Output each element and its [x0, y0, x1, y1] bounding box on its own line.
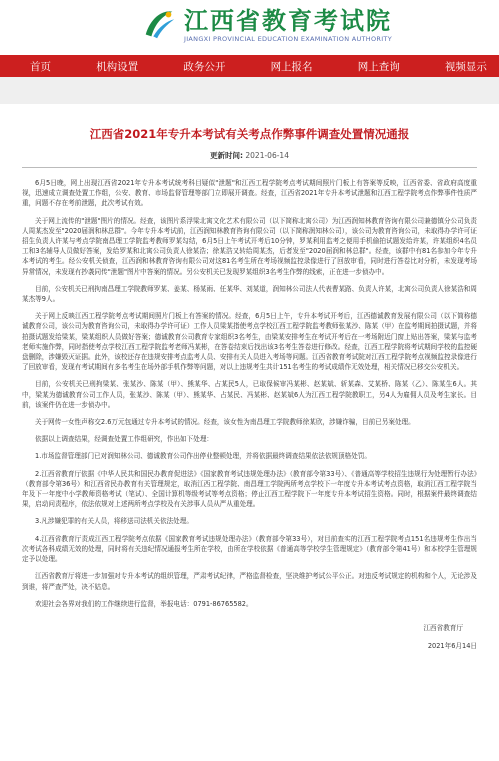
banner-strip — [0, 77, 499, 104]
date-value: 2021-06-14 — [245, 151, 289, 160]
article-paragraph: 关于网上流传的"泄题"图片的情况。经查，该图片系浮梁北寓文化艺术有限公司（以下简称北寓公司）为江西润知林教育咨询有限公司兼德镇分公司负责人周某杰发至"2020届润和林总群"。今年专升本考试前，江西润知林教育咨询有限公司（以下简称润知林公司），该公司为教育咨询公司，未取得办学许可证招生负责人许某与考点学院南昌理工学院监考教师罗某勾结，6月5日上午考试开考后10分钟，罗某利用监考之便用手机偷拍试题发给许某，许某组织4名员工和3名辅导人员做好答案，发给罗某和北寓公司负责人徐某浩；徐某浩又转给周某杰，后者发至"2020届润和林总群"。经查，该群中有81名参加今年专升本考试的考生。经公安机关侦查，江西润和林教育咨询有限公司对这81名考生所在考场视频监控录像进行了回放审看，同时进行答卷比对分析，未发现考场异常情况，未发现有抄袭同传"泄题"图片中答案的情况。另公安机关已发现罗某组织3名考生作弊的线索，正在进一步侦办中。 — [22, 216, 477, 276]
article-paragraph: 江西省教育厅将进一步加强对专升本考试的组织管理，严肃考试纪律，严格监督检查，坚决维护考试公平公正。对违反考试规定的机构和个人，无论涉及到谁，将严查严处，决不姑息。 — [22, 572, 477, 591]
logo-chinese-name: 江西省教育考试院 — [184, 5, 392, 35]
article-paragraph: 2.江西省教育厅依据《中华人民共和国民办教育促进法》《国家教育考试违规处理办法》（教育部令第33号）、《普通高等学校招生违规行为处理暂行办法》（教育部令第36号）和江西省民办教育有关管理规定，取消江西工程学院、南昌理工学院两所考点学校下一年度专升本考试考点资格，取消江西工程学院当年及下一年度中小学教师资格考试（笔试）、全国计算机等级考试等考点资格；停止江西工程学院下一年度专升本考试招生资格。同时，根据案件最终调查结果，启动问责程序，依法依规对上述两所考点学校及有关涉事人员从严从重处理。 — [22, 469, 477, 509]
article-paragraph: 目前，公安机关已刑拘梁某、张某沙、陈某（甲）、熊某华、占某民5人，已取保候审冯某彬、赵某斌、斩某森、艾某桥、陈某（乙）、陈某生6人。其中，梁某为德诚教育公司工作人员，张某沙、陈某（甲）、熊某华、占某民、冯某彬、赵某斌6人为江西工程学院教职工，另4人为雇佣人员及考生家长。目前，该案件仍在进一步侦办中。 — [22, 380, 477, 409]
article-paragraph: 4.江西省教育厅责成江西工程学院考点依据《国家教育考试违规处理办法》（教育部令第33号），对目前查实的江西工程学院考点151名违规考生作出当次考试各科成绩无效的处理，同时将有关违纪情况通报考生所在学校，由所在学校依据《普通高等学校学生管理规定》（教育部令第41号）和本校学生管理规定予以处理。 — [22, 534, 477, 564]
signature-organization: 江西省教育厅 — [423, 623, 463, 632]
nav-video[interactable]: 视频显示 — [444, 60, 487, 73]
date-label: 更新时间: — [210, 151, 243, 160]
article-paragraph: 目前，公安机关已刑拘南昌理工学院教师罗某、姜某、杨某雨、任某华、刘某道，润知林公司法人代表曹某路、负责人许某，北寓公司负责人徐某浩和周某杰等9人。 — [22, 284, 477, 304]
site-logo[interactable] — [140, 6, 392, 44]
nav-online-registration[interactable]: 网上报名 — [270, 60, 313, 73]
article-paragraph: 关于网传一女性声称交2.6万元包通过专升本考试的情况。经查，该女性为南昌理工学院教师徐某欣，涉嫌诈骗，目前已另案处理。 — [35, 418, 415, 427]
article — [0, 126, 499, 651]
logo-emblem-icon — [140, 6, 178, 44]
article-paragraph: 3.凡涉嫌犯罪的有关人员，将移送司法机关依法处理。 — [35, 517, 193, 526]
article-paragraph: 关于网上反映江西工程学院考点考试期间照片门板上有答案的情况。经查，6月5日上午，专升本考试开考后，江西德诚教育发展有限公司（以下简称德诚教育公司，该公司为教育咨询公司，未取得办学许可证）工作人员梁某指使考点学校江西工程学院监考教师张某沙、陈某（甲）在监考期间拍摄试题，并将拍摄试题发给梁某，梁某组织人员做好答案；德诚教育公司教育专家组织3名考生，由梁某安排考生在考试开考后在一考场附近门窗上贴出答案，梁某与监考老师实施作弊，同时指使考点学校江西工程学院监考老师冯某彬，在答卷结束后找出该3名考生答卷进行修改。经查，江西工程学院将考试期间学校的监控硬盘删除，涉嫌毁灭证据。此外，该校还存在违规安排考点监考人员、安排有关人员进入考场等问题。江西省教育考试院对江西工程学院考点视频监控录像进行了回放审看，发现有考试期间有多名考生在场外部手机作弊等问题，对以上违规考生共计151名考生的考试成绩作无效处理，相关情况已移交公安机关。 — [22, 312, 477, 372]
site-header — [0, 0, 499, 55]
article-date — [22, 150, 477, 161]
nav-organization[interactable]: 机构设置 — [96, 60, 139, 73]
nav-online-query[interactable]: 网上查询 — [357, 60, 400, 73]
logo-english-name: JIANGXI PROVINCIAL EDUCATION EXAMINATION AUTHORITY — [184, 34, 392, 43]
article-paragraph: 欢迎社会各界对我们的工作继续进行监督，举报电话：0791-86765582。 — [35, 599, 253, 608]
title-divider — [22, 167, 477, 168]
nav-home[interactable]: 首页 — [30, 60, 51, 73]
signature-date: 2021年6月14日 — [427, 642, 477, 651]
article-paragraph: 1.市场监督管理部门已对润知林公司、德诚教育公司作出停业整顿处理，并将依据最终调查结果依法依规顶格处罚。 — [35, 452, 371, 461]
main-nav — [0, 55, 499, 77]
nav-government-affairs[interactable]: 政务公开 — [183, 60, 226, 73]
article-title: 江西省2021年专升本考试有关考点作弊事件调查处置情况通报 — [89, 127, 410, 141]
article-paragraph: 依据以上调查结果，经调查处置工作组研究，作出如下处理： — [35, 435, 214, 444]
article-paragraph: 6月5日晚，网上出现江西省2021年专升本考试统考科目疑似"泄题"和江西工程学院考点考试期间照片门板上有答案等反映，江西省委、省政府高度重视，迅速成立调查处置工作组，公安、教育、市场监督管理等部门立即展开调查。经查，江西省2021年专升本考试泄题和江西工程学院考点作弊事件性质严重，问题不存在考前泄题，此次考试有效。 — [22, 179, 477, 208]
